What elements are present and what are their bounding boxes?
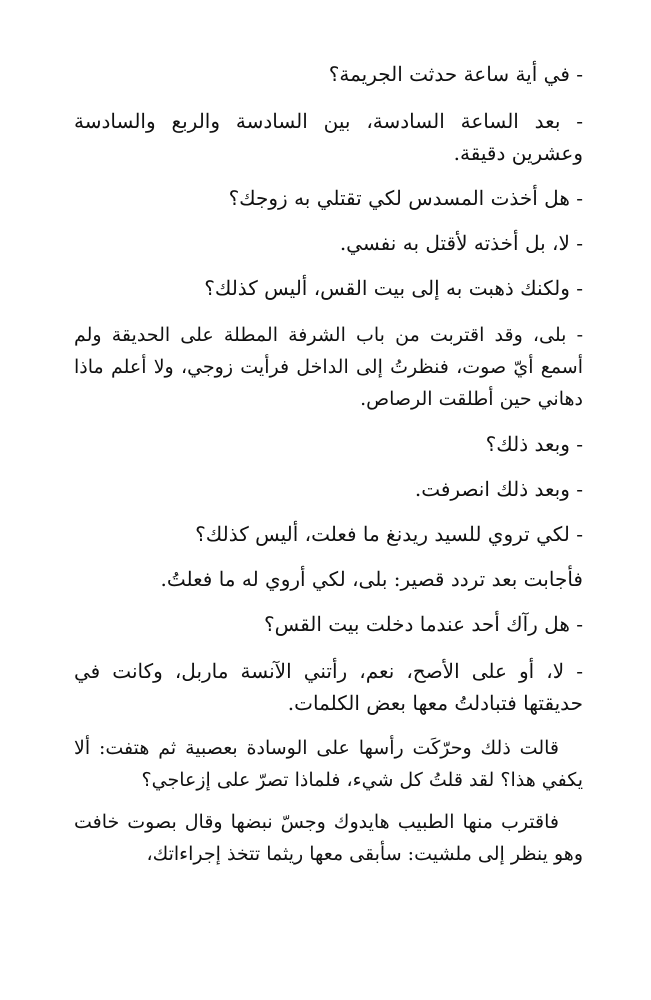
paragraph-7: - وبعد ذلك؟ — [485, 432, 583, 456]
paragraph-4: - لا، بل أخذته لأقتل به نفسي. — [339, 231, 583, 255]
paragraph-1: - في أية ساعة حدثت الجريمة؟ — [328, 62, 583, 86]
paragraph-6: - بلى، وقد اقتربت من باب الشرفة المطلة على الحديقة ولم أسمع أيّ صوت، فنظرتُ إلى الداخل فرأيت زوجي، ولا أعلم ماذا دهاني حين أطلقت الرصاص. — [74, 324, 583, 410]
paragraph-12: - لا، أو على الأصح، نعم، رأتني الآنسة ماربل، وكانت في حديقتها فتبادلتُ معها بعض الكلمات. — [74, 659, 583, 715]
paragraph-11: - هل رآك أحد عندما دخلت بيت القس؟ — [264, 612, 583, 636]
paragraph-14: فاقترب منها الطبيب هايدوك وجسّ نبضها وقال بصوت خافت وهو ينظر إلى ملشيت: سأبقى معها ريثما تتخذ إجراءاتك، — [74, 811, 583, 865]
paragraph-13: قالت ذلك وحرّكَت رأسها على الوسادة بعصبية ثم هتفت: ألا يكفي هذا؟ لقد قلتُ كل شيء، فلماذا تصرّ على إزعاجي؟ — [74, 737, 583, 791]
paragraph-2: - بعد الساعة السادسة، بين السادسة والربع والسادسة وعشرين دقيقة. — [74, 109, 583, 165]
paragraph-5: - ولكنك ذهبت به إلى بيت القس، أليس كذلك؟ — [204, 276, 583, 300]
paragraph-9: - لكي تروي للسيد ريدنغ ما فعلت، أليس كذلك؟ — [195, 522, 583, 546]
paragraph-8: - وبعد ذلك انصرفت. — [414, 477, 583, 501]
paragraph-3: - هل أخذت المسدس لكي تقتلي به زوجك؟ — [228, 186, 583, 210]
paragraph-10: فأجابت بعد تردد قصير: بلى، لكي أروي له ما فعلتُ. — [160, 567, 583, 591]
